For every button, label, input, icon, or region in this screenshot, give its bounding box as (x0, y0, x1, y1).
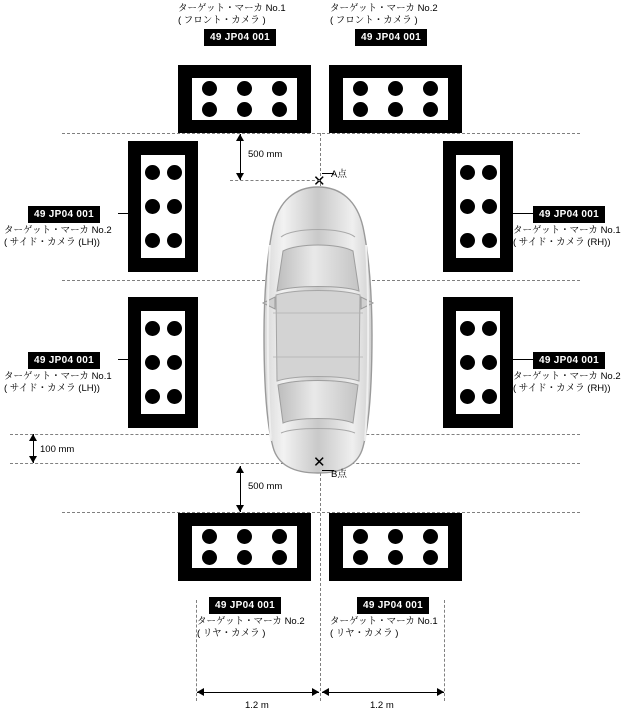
leader-side-lh-no2 (118, 213, 134, 214)
dim-rear-500-arrow-down (236, 505, 244, 512)
marker-dot (167, 165, 182, 180)
marker-board-side-rh-no1 (443, 141, 513, 272)
dim-right-1200-arrow-left (322, 688, 329, 696)
marker-board-front-no2 (329, 65, 462, 133)
dim-rear-500-arrow-up (236, 466, 244, 473)
marker-board-side-rh-no2 (443, 297, 513, 428)
dim-left-1200-arrow-right (312, 688, 319, 696)
marker-dot (482, 165, 497, 180)
marker-dot (353, 529, 368, 544)
marker-dot (145, 199, 160, 214)
point-a-label: A点 (331, 169, 347, 180)
marker-dot (167, 199, 182, 214)
marker-dot (460, 165, 475, 180)
vehicle-illustration (243, 185, 393, 475)
caption-rear-no1-line1: ターゲット・マーカ No.1 (330, 616, 438, 627)
leader-side-lh-no1 (118, 359, 134, 360)
caption-rear-no1-line2: ( リヤ・カメラ ) (330, 628, 399, 639)
marker-dot (202, 529, 217, 544)
marker-dot (167, 233, 182, 248)
code-rear-no1: 49 JP04 001 (357, 597, 429, 614)
point-b-marker: ✕ (313, 454, 326, 471)
caption-front-no2-line1: ターゲット・マーカ No.2 (330, 3, 438, 14)
marker-dot (388, 529, 403, 544)
dim-front-500-arrow-up (236, 134, 244, 141)
marker-dot (237, 529, 252, 544)
marker-dot (272, 529, 287, 544)
marker-face (192, 526, 297, 568)
marker-board-side-lh-no2 (128, 141, 198, 272)
marker-face (141, 311, 185, 414)
caption-front-no1-line2: ( フロント・カメラ ) (178, 15, 266, 26)
caption-rear-no2-line2: ( リヤ・カメラ ) (197, 628, 266, 639)
caption-side-rh-no2-line2: ( サイド・カメラ (RH)) (513, 383, 611, 394)
caption-side-lh-no2-line2: ( サイド・カメラ (LH)) (4, 237, 100, 248)
marker-dot (272, 81, 287, 96)
marker-face (456, 311, 500, 414)
code-side-rh-no2: 49 JP04 001 (533, 352, 605, 369)
caption-side-rh-no1-line1: ターゲット・マーカ No.1 (513, 225, 621, 236)
caption-side-rh-no1-line2: ( サイド・カメラ (RH)) (513, 237, 611, 248)
point-a-leader (322, 173, 334, 174)
dim-100-text: 100 mm (40, 444, 75, 455)
code-front-no1: 49 JP04 001 (204, 29, 276, 46)
marker-board-side-lh-no1 (128, 297, 198, 428)
dim-front-500-extension (230, 180, 320, 181)
marker-dot (460, 321, 475, 336)
caption-side-rh-no2-line1: ターゲット・マーカ No.2 (513, 371, 621, 382)
dim-right-1200-line (322, 692, 444, 693)
caption-front-no1-line1: ターゲット・マーカ No.1 (178, 3, 286, 14)
guide-line-right-extent (444, 600, 445, 701)
marker-dot (145, 321, 160, 336)
marker-dot (353, 550, 368, 565)
marker-face (456, 155, 500, 258)
dim-front-500-text: 500 mm (248, 149, 283, 160)
marker-dot (460, 389, 475, 404)
marker-dot (423, 529, 438, 544)
marker-dot (460, 233, 475, 248)
dim-left-1200-line (197, 692, 319, 693)
point-a-marker: ✕ (313, 173, 326, 190)
dim-left-1200-text: 1.2 m (245, 700, 269, 711)
guide-line-rear (62, 512, 580, 513)
dim-right-1200-text: 1.2 m (370, 700, 394, 711)
point-b-label: B点 (331, 469, 347, 480)
leader-side-rh-no1 (508, 213, 534, 214)
marker-dot (167, 389, 182, 404)
dim-100-arrow-down (29, 456, 37, 463)
code-front-no2: 49 JP04 001 (355, 29, 427, 46)
marker-board-front-no1 (178, 65, 311, 133)
code-side-lh-no1: 49 JP04 001 (28, 352, 100, 369)
marker-dot (460, 355, 475, 370)
marker-dot (272, 550, 287, 565)
dim-front-500-arrow-down (236, 173, 244, 180)
marker-dot (353, 81, 368, 96)
marker-dot (202, 550, 217, 565)
dim-right-1200-arrow-right (437, 688, 444, 696)
marker-board-rear-no1 (329, 513, 462, 581)
caption-side-lh-no2-line1: ターゲット・マーカ No.2 (4, 225, 112, 236)
dim-100-arrow-up (29, 434, 37, 441)
marker-dot (145, 355, 160, 370)
code-side-rh-no1: 49 JP04 001 (533, 206, 605, 223)
marker-dot (167, 321, 182, 336)
marker-face (192, 78, 297, 120)
marker-dot (145, 389, 160, 404)
marker-dot (272, 102, 287, 117)
caption-rear-no2-line1: ターゲット・マーカ No.2 (197, 616, 305, 627)
caption-front-no2-line2: ( フロント・カメラ ) (330, 15, 418, 26)
marker-dot (482, 233, 497, 248)
marker-dot (202, 102, 217, 117)
marker-board-rear-no2 (178, 513, 311, 581)
code-side-lh-no2: 49 JP04 001 (28, 206, 100, 223)
leader-side-rh-no2 (508, 359, 534, 360)
marker-dot (388, 102, 403, 117)
marker-dot (423, 81, 438, 96)
guide-line-front (62, 133, 580, 134)
marker-face (343, 78, 448, 120)
marker-face (141, 155, 185, 258)
dim-left-1200-arrow-left (197, 688, 204, 696)
marker-dot (482, 389, 497, 404)
marker-dot (167, 355, 182, 370)
marker-dot (237, 81, 252, 96)
dim-rear-500-text: 500 mm (248, 481, 283, 492)
marker-dot (388, 550, 403, 565)
marker-dot (145, 165, 160, 180)
marker-dot (202, 81, 217, 96)
marker-dot (460, 199, 475, 214)
marker-face (343, 526, 448, 568)
caption-side-lh-no1-line2: ( サイド・カメラ (LH)) (4, 383, 100, 394)
marker-dot (237, 102, 252, 117)
marker-dot (482, 199, 497, 214)
marker-dot (353, 102, 368, 117)
code-rear-no2: 49 JP04 001 (209, 597, 281, 614)
marker-dot (388, 81, 403, 96)
marker-dot (145, 233, 160, 248)
marker-dot (423, 550, 438, 565)
point-b-leader (322, 470, 334, 471)
caption-side-lh-no1-line1: ターゲット・マーカ No.1 (4, 371, 112, 382)
marker-dot (423, 102, 438, 117)
marker-dot (237, 550, 252, 565)
marker-dot (482, 355, 497, 370)
marker-dot (482, 321, 497, 336)
